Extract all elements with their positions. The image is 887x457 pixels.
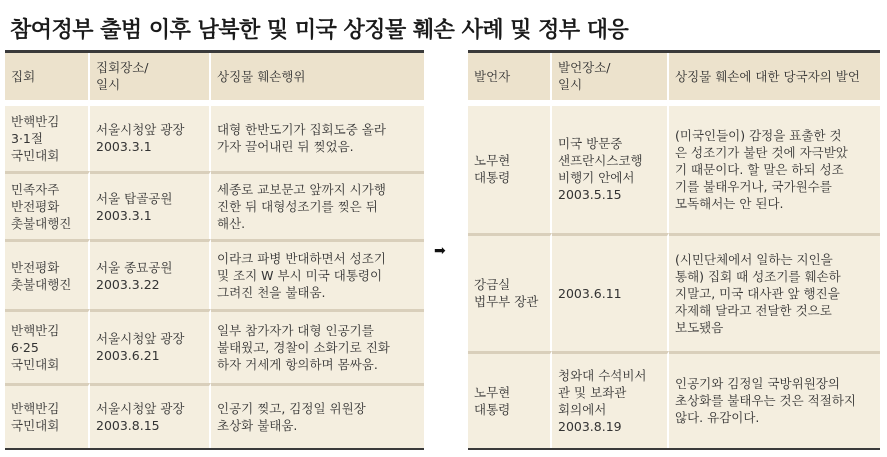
header-speech-place-date: 발언장소/ 일시	[552, 53, 669, 106]
speaker-cell: 강금실 법무부 장관	[468, 233, 552, 351]
damage-act-cell: 세종로 교보문고 앞까지 시가행 진한 뒤 대형성조기를 찢은 뒤 해산.	[211, 171, 424, 239]
header-speaker: 발언자	[468, 53, 552, 106]
table-row	[468, 233, 880, 351]
right-arrow-icon: ➡	[434, 243, 446, 259]
table-header-row	[468, 53, 880, 106]
rally-name-cell: 반핵반김 국민대회	[5, 383, 90, 448]
rally-name-cell: 반핵반김 6·25 국민대회	[5, 309, 90, 383]
table-row	[5, 171, 424, 239]
header-rally: 집회	[5, 53, 90, 106]
table-row	[5, 239, 424, 309]
header-official-statement: 상징물 훼손에 대한 당국자의 발언	[669, 53, 880, 106]
table-row	[468, 351, 880, 448]
speaker-cell: 노무현 대통령	[468, 351, 552, 448]
rally-name-cell: 민족자주 반전평화 촛불대행진	[5, 171, 90, 239]
table-header-row	[5, 53, 424, 106]
table-row	[468, 106, 880, 233]
protest-incidents-table	[5, 53, 424, 448]
rally-name-cell: 반핵반김 3·1절 국민대회	[5, 106, 90, 171]
statement-cell: 인공기와 김정일 국방위원장의 초상화를 불태우는 것은 적절하지 않다. 유감이다.	[669, 351, 880, 448]
statement-cell: (미국인들이) 감정을 표출한 것 은 성조기가 불탄 것에 자극받았 기 때문이다. 할 말은 하되 성조 기를 불태우거나, 국가원수를 모독해서는 안 된다.	[669, 106, 880, 233]
rally-place-date-cell: 서울시청앞 광장 2003.3.1	[90, 106, 211, 171]
rally-place-date-cell: 서울시청앞 광장 2003.6.21	[90, 309, 211, 383]
right-table-panel	[468, 50, 880, 450]
damage-act-cell: 대형 한반도기가 집회도중 올라 가자 끌어내린 뒤 찢었음.	[211, 106, 424, 171]
speech-place-date-cell: 청와대 수석비서 관 및 보좌관 회의에서 2003.8.19	[552, 351, 669, 448]
header-rally-place-date: 집회장소/ 일시	[90, 53, 211, 106]
page-title: 참여정부 출범 이후 남북한 및 미국 상징물 훼손 사례 및 정부 대응	[10, 18, 629, 43]
speech-place-date-cell: 2003.6.11	[552, 233, 669, 351]
statement-cell: (시민단체에서 일하는 지인을 통해) 집회 때 성조기를 훼손하 지말고, 미국 대사관 앞 행진을 자제해 달라고 전달한 것으로 보도됐음	[669, 233, 880, 351]
speech-place-date-cell: 미국 방문중 샌프란시스코행 비행기 안에서 2003.5.15	[552, 106, 669, 233]
damage-act-cell: 일부 참가자가 대형 인공기를 불태웠고, 경찰이 소화기로 진화 하자 거세게 항의하며 몸싸움.	[211, 309, 424, 383]
rally-name-cell: 반전평화 촛불대행진	[5, 239, 90, 309]
damage-act-cell: 이라크 파병 반대하면서 성조기 및 조지 W 부시 미국 대통령이 그려진 천을 불태움.	[211, 239, 424, 309]
rally-place-date-cell: 서울 탑골공원 2003.3.1	[90, 171, 211, 239]
rally-place-date-cell: 서울시청앞 광장 2003.8.15	[90, 383, 211, 448]
left-table-panel	[5, 50, 424, 450]
speaker-cell: 노무현 대통령	[468, 106, 552, 233]
table-row	[5, 383, 424, 448]
rally-place-date-cell: 서울 종묘공원 2003.3.22	[90, 239, 211, 309]
header-symbol-damage: 상징물 훼손행위	[211, 53, 424, 106]
table-row	[5, 106, 424, 171]
official-statements-table	[468, 53, 880, 448]
table-row	[5, 309, 424, 383]
damage-act-cell: 인공기 찢고, 김정일 위원장 초상화 불태움.	[211, 383, 424, 448]
